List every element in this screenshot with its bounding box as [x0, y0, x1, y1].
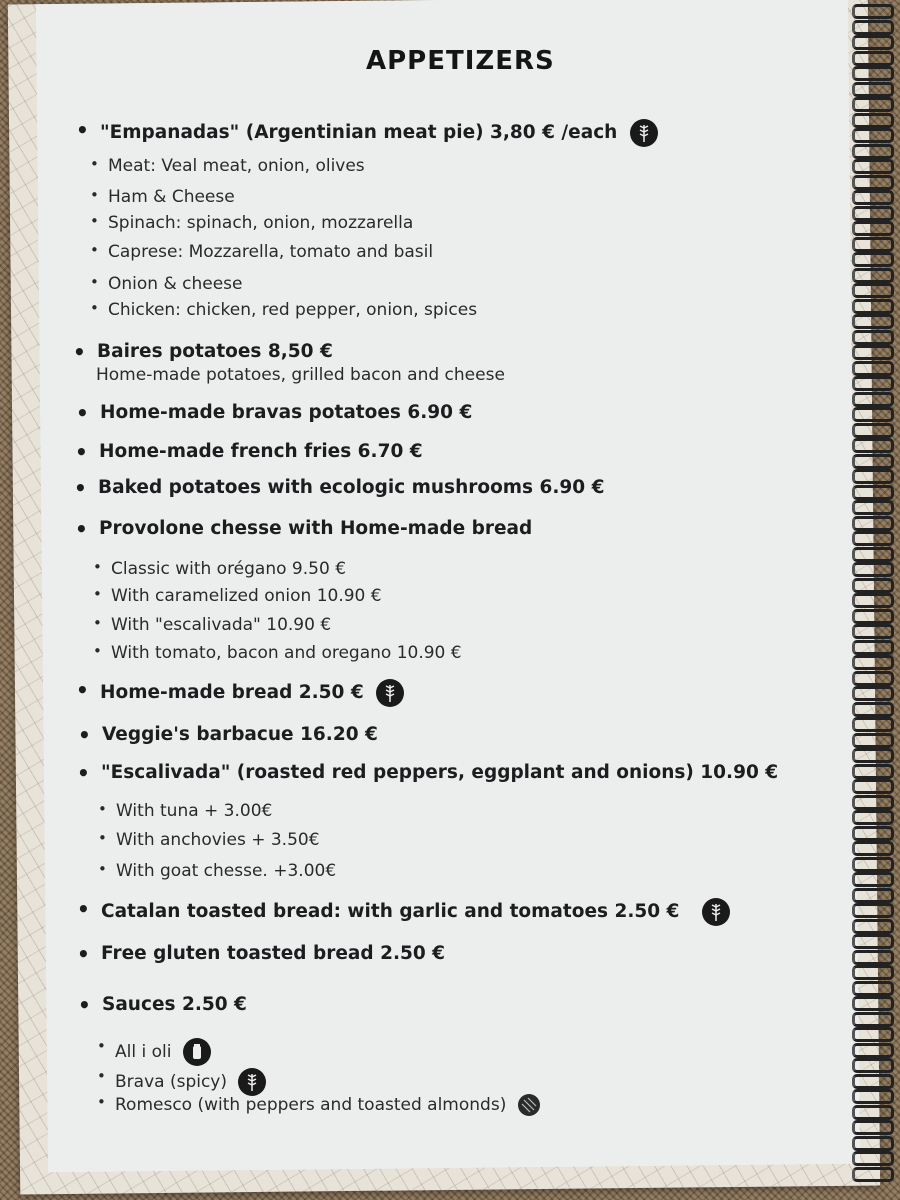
spiral-ring [852, 640, 894, 655]
list-item-label: Romesco (with peppers and toasted almonds) [115, 1095, 507, 1115]
spiral-ring [852, 826, 894, 841]
list-item-label: All i oli [115, 1042, 172, 1062]
list-item-label: Brava (spicy) [115, 1072, 227, 1092]
list-item: • Onion & cheese [108, 274, 242, 294]
spiral-ring [852, 1058, 894, 1073]
spiral-ring [852, 66, 894, 81]
spiral-ring [852, 268, 894, 283]
spiral-ring [852, 97, 894, 112]
menu-item-sauces: • Sauces 2.50 € [102, 994, 247, 1015]
spiral-ring [852, 500, 894, 515]
spiral-ring [852, 516, 894, 531]
spiral-ring [852, 82, 894, 97]
spiral-ring [852, 175, 894, 190]
spiral-ring [852, 1027, 894, 1042]
spiral-ring [852, 237, 894, 252]
spiral-ring [852, 330, 894, 345]
menu-item-bravas: • Home-made bravas potatoes 6.90 € [100, 402, 472, 423]
menu-item-empanadas [100, 119, 658, 147]
menu-item-label: "Empanadas" (Argentinian meat pie) 3,80 € /each [100, 122, 618, 143]
spiral-ring [852, 671, 894, 686]
spiral-ring [852, 609, 894, 624]
spiral-ring [852, 252, 894, 267]
menu-item-catalan-bread [101, 898, 730, 926]
spiral-ring [852, 361, 894, 376]
spiral-ring [852, 1012, 894, 1027]
menu-title: APPETIZERS [366, 46, 555, 76]
list-item: • With caramelized onion 10.90 € [111, 586, 382, 606]
spiral-ring [852, 423, 894, 438]
wheat-icon [702, 898, 730, 926]
spiral-ring [852, 1105, 894, 1120]
menu-item-gluten-free-bread: • Free gluten toasted bread 2.50 € [101, 943, 445, 964]
spiral-ring [852, 934, 894, 949]
spiral-ring [852, 547, 894, 562]
list-item: • With goat chesse. +3.00€ [116, 861, 336, 881]
spiral-ring [852, 965, 894, 980]
spiral-ring [852, 159, 894, 174]
spiral-ring [852, 996, 894, 1011]
spiral-ring [852, 314, 894, 329]
menu-item-fries: • Home-made french fries 6.70 € [99, 441, 423, 462]
spiral-ring [852, 779, 894, 794]
spiral-ring [852, 624, 894, 639]
spiral-ring [852, 4, 894, 19]
spiral-ring [852, 795, 894, 810]
spiral-ring [852, 981, 894, 996]
list-item-romesco [115, 1094, 540, 1116]
list-item: • Caprese: Mozzarella, tomato and basil [108, 242, 433, 262]
menu-item-baires-potatoes: • Baires potatoes 8,50 € [97, 341, 333, 362]
spiral-ring [852, 51, 894, 66]
list-item: • Chicken: chicken, red pepper, onion, spices [108, 300, 477, 320]
spiral-ring [852, 1089, 894, 1104]
nut-icon [518, 1094, 540, 1116]
spiral-ring [852, 919, 894, 934]
list-item-brava [115, 1068, 266, 1096]
spiral-ring [852, 872, 894, 887]
spiral-ring [852, 810, 894, 825]
spiral-ring [852, 841, 894, 856]
menu-item-label: Home-made bread 2.50 € [100, 682, 364, 703]
spiral-ring [852, 702, 894, 717]
list-item: • Ham & Cheese [108, 187, 235, 207]
menu-item-escalivada: • "Escalivada" (roasted red peppers, eggplant and onions) 10.90 € [101, 762, 778, 783]
menu-item-label: Catalan toasted bread: with garlic and tomatoes 2.50 € [101, 901, 680, 922]
list-item: • With "escalivada" 10.90 € [111, 615, 331, 635]
spiral-ring [852, 717, 894, 732]
spiral-binding [848, 0, 900, 1200]
list-item: • With tomato, bacon and oregano 10.90 € [111, 643, 462, 663]
spiral-ring [852, 764, 894, 779]
spiral-ring [852, 686, 894, 701]
spiral-ring [852, 1074, 894, 1089]
spiral-ring [852, 1136, 894, 1151]
spiral-ring [852, 144, 894, 159]
spiral-ring [852, 128, 894, 143]
list-item: • Classic with orégano 9.50 € [111, 559, 346, 579]
spiral-ring [852, 950, 894, 965]
spiral-ring [852, 20, 894, 35]
spiral-ring [852, 376, 894, 391]
spiral-ring [852, 392, 894, 407]
spiral-ring [852, 345, 894, 360]
spiral-ring [852, 113, 894, 128]
garlic-jar-icon [183, 1038, 211, 1066]
menu-item-provolone: • Provolone chesse with Home-made bread [99, 518, 532, 539]
spiral-ring [852, 733, 894, 748]
spiral-ring [852, 857, 894, 872]
spiral-ring [852, 748, 894, 763]
spiral-ring [852, 1167, 894, 1182]
menu-item-baked-potatoes: • Baked potatoes with ecologic mushrooms 6.90 € [98, 477, 604, 498]
list-item: • With anchovies + 3.50€ [116, 830, 320, 850]
list-item: • Meat: Veal meat, onion, olives [108, 156, 365, 176]
spiral-ring [852, 283, 894, 298]
wheat-icon [238, 1068, 266, 1096]
spiral-ring [852, 407, 894, 422]
spiral-ring [852, 221, 894, 236]
spiral-ring [852, 655, 894, 670]
wheat-icon [630, 119, 658, 147]
list-item: • Spinach: spinach, onion, mozzarella [108, 213, 413, 233]
spiral-ring [852, 1120, 894, 1135]
spiral-ring [852, 1043, 894, 1058]
spiral-ring [852, 190, 894, 205]
spiral-ring [852, 299, 894, 314]
list-item: • With tuna + 3.00€ [116, 801, 272, 821]
spiral-ring [852, 35, 894, 50]
menu-item-description: Home-made potatoes, grilled bacon and cheese [96, 365, 505, 385]
spiral-ring [852, 562, 894, 577]
spiral-ring [852, 1151, 894, 1166]
spiral-ring [852, 485, 894, 500]
list-item-all-i-oli [115, 1038, 211, 1066]
spiral-ring [852, 888, 894, 903]
spiral-ring [852, 578, 894, 593]
menu-item-bread [100, 679, 404, 707]
menu-item-veggie-barbacue: • Veggie's barbacue 16.20 € [102, 724, 378, 745]
spiral-ring [852, 903, 894, 918]
menu-content [72, 0, 812, 1200]
spiral-ring [852, 531, 894, 546]
spiral-ring [852, 206, 894, 221]
spiral-ring [852, 593, 894, 608]
spiral-ring [852, 454, 894, 469]
wheat-icon [376, 679, 404, 707]
spiral-ring [852, 438, 894, 453]
spiral-ring [852, 469, 894, 484]
